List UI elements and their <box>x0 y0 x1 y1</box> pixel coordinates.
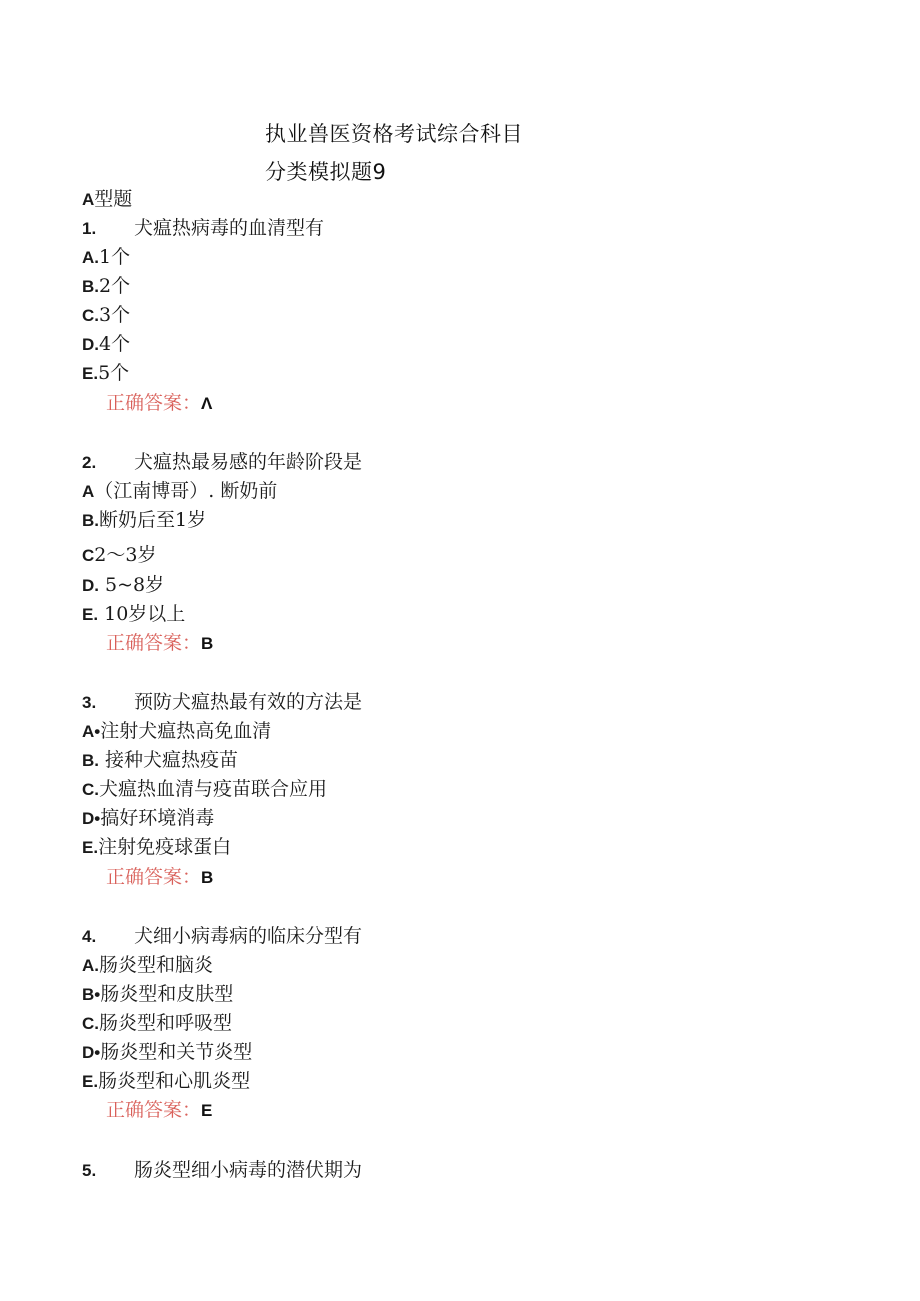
section-heading <box>82 187 132 212</box>
question-text: 犬细小病毒病的临床分型有 <box>134 925 363 947</box>
option-b: B.2个 <box>82 275 131 297</box>
section-text: 型题 <box>94 188 133 210</box>
correct-answer-4: 正确答案：E <box>106 1099 213 1121</box>
option-a: A（江南博哥）. 断奶前 <box>82 480 278 502</box>
option-a: A•注射犬瘟热高免血清 <box>82 720 272 742</box>
question-4-stem <box>82 924 362 949</box>
option-d: D.4个 <box>82 333 131 355</box>
question-text: 预防犬瘟热最有效的方法是 <box>134 691 363 713</box>
option-c: C.3个 <box>82 304 131 326</box>
option-e: E. 10岁以上 <box>82 603 186 625</box>
question-number: 1. <box>82 219 97 238</box>
option-d: D•肠炎型和关节炎型 <box>82 1041 253 1063</box>
option-d: D•搞好环境消毒 <box>82 807 215 829</box>
question-number: 2. <box>82 453 97 472</box>
option-b: B•肠炎型和皮肤型 <box>82 983 234 1005</box>
option-d: D. 5~8岁 <box>82 574 165 596</box>
option-c: C.肠炎型和呼吸型 <box>82 1012 233 1034</box>
correct-answer-3: 正确答案：B <box>106 866 214 888</box>
option-a: A.肠炎型和脑炎 <box>82 954 214 976</box>
option-e: E.肠炎型和心肌炎型 <box>82 1070 251 1092</box>
option-c: C2〜3岁 <box>82 544 157 566</box>
doc-title-line1: 执业兽医资格考试综合科目 <box>265 122 523 146</box>
doc-title-line2: 分类模拟题9 <box>265 160 387 184</box>
option-e: E.注射免疫球蛋白 <box>82 836 232 858</box>
question-1-stem <box>82 216 324 241</box>
option-e: E.5个 <box>82 362 130 384</box>
option-a: A.1个 <box>82 246 131 268</box>
section-label: A <box>82 190 95 209</box>
question-text: 犬瘟热病毒的血清型有 <box>134 217 325 239</box>
question-3-stem <box>82 690 362 715</box>
correct-answer-2: 正确答案：B <box>106 632 214 654</box>
option-c: C.犬瘟热血清与疫苗联合应用 <box>82 778 328 800</box>
question-number: 3. <box>82 693 97 712</box>
option-b: B.断奶后至1岁 <box>82 509 207 531</box>
correct-answer-1: 正确答案：Λ <box>106 392 213 414</box>
question-5-stem <box>82 1158 362 1183</box>
question-text: 肠炎型细小病毒的潜伏期为 <box>134 1159 363 1181</box>
question-number: 4. <box>82 927 97 946</box>
question-2-stem <box>82 450 362 475</box>
option-b: B. 接种犬瘟热疫苗 <box>82 749 239 771</box>
question-number: 5. <box>82 1161 97 1180</box>
question-text: 犬瘟热最易感的年龄阶段是 <box>134 451 363 473</box>
